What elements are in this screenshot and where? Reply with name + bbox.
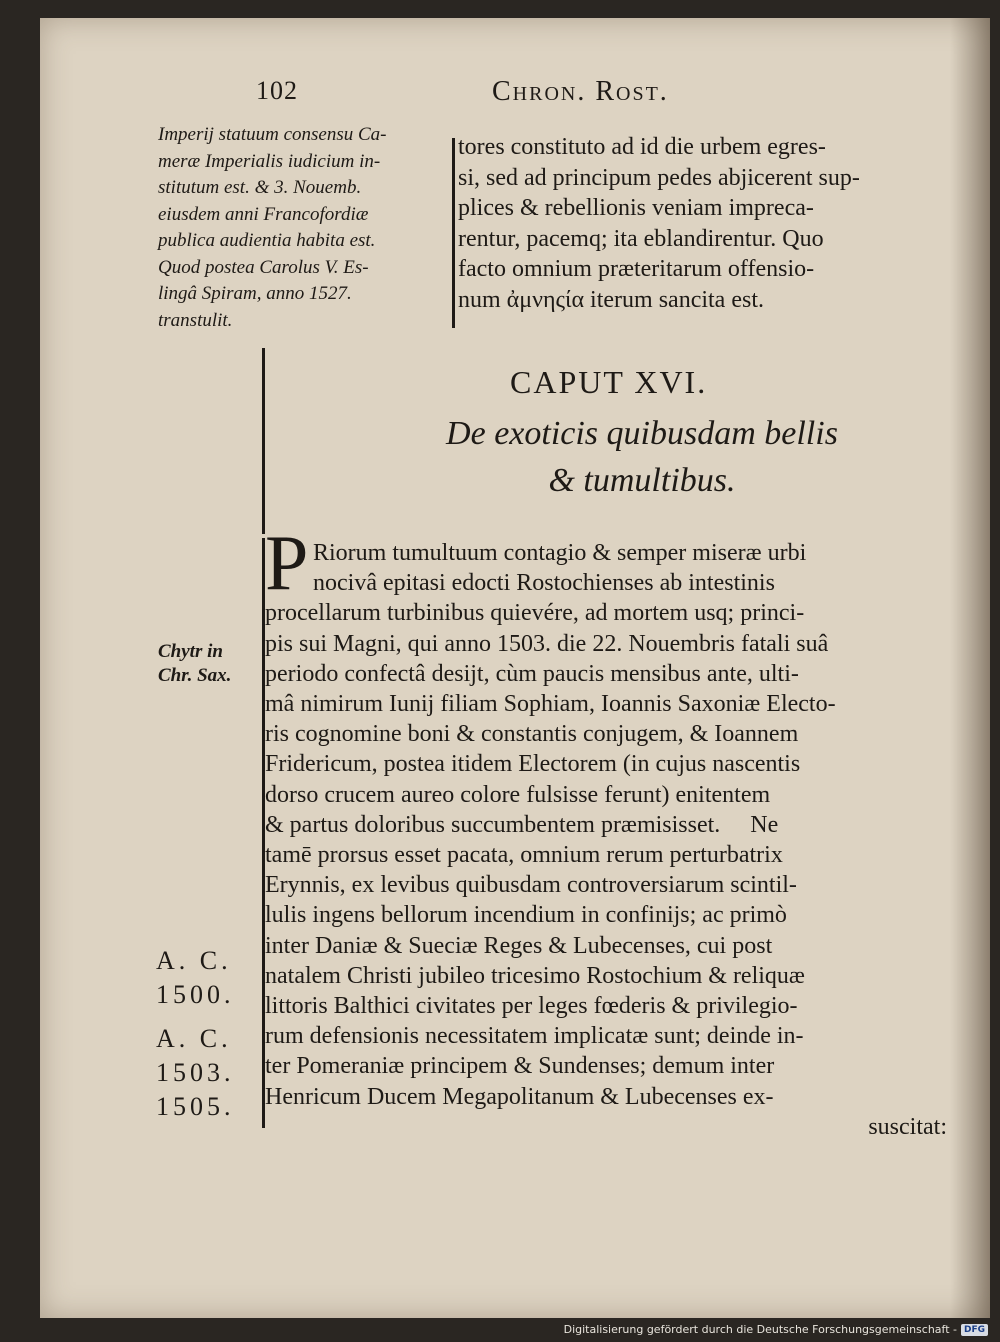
chapter-subtitle [382,410,902,504]
body-line: pis sui Magni, qui anno 1503. die 22. Nouembris fatali suâ [265,630,829,657]
page-header [40,76,990,116]
text-line: facto omnium præteritarum offensio- [458,256,815,282]
running-head: Chron. Rost. [492,76,669,107]
body-line: mâ nimirum Iunij filiam Sophiam, Ioannis Saxoniæ Electo- [265,691,836,718]
digitization-footer [564,1323,988,1336]
body-line: dorso crucem aureo colore fulsisse ferunt) enitentem [265,781,771,808]
body-text-block [265,538,955,1142]
margin-note-line: Quod postea Carolus V. Es- [158,256,369,278]
top-text-block [458,132,948,315]
page-spine-shadow [950,18,990,1318]
chapter-subtitle-line: De exoticis quibusdam bellis [446,415,838,452]
body-line: tamē prorsus esset pacata, omnium rerum perturbatrix [265,842,783,869]
top-marker-bar [452,138,455,328]
year-marker: A. C. [156,946,232,975]
citation-line: Chr. Sax. [158,665,232,686]
body-line: Erynnis, ex levibus quibusdam controversiarum scintil- [265,872,797,899]
citation-line: Chytr in [158,641,223,662]
body-line: procellarum turbinibus quievére, ad mortem usq; princi- [265,600,805,627]
footer-text: Digitalisierung gefördert durch die Deutsche Forschungsgemeinschaft - [563,1323,957,1336]
chapter-subtitle-line: & tumultibus. [548,462,736,499]
dfg-logo-icon: DFG [961,1324,988,1336]
body-line: nocivâ epitasi edocti Rostochienses ab intestinis [313,570,775,597]
body-line: ris cognomine boni & constantis conjugem, & Ioannem [265,721,799,748]
year-marker: 1500. [156,980,235,1009]
body-line: littoris Balthici civitates per leges fœderis & privilegio- [265,993,798,1020]
book-page [40,18,990,1318]
year-marker: 1503. [156,1058,235,1087]
body-line-last: suscitat: [868,1113,947,1140]
body-line: Riorum tumultuum contagio & semper miseræ urbi [313,540,807,566]
chapter-title: CAPUT XVI. [510,364,708,400]
chapter-marker-bar [262,348,265,534]
body-line: Henricum Ducem Megapolitanum & Lubecenses ex- [265,1083,774,1110]
margin-note-line: eiusdem anni Francofordiæ [158,203,369,225]
body-line: inter Daniæ & Sueciæ Reges & Lubecenses, cui post [265,932,773,959]
page-number: 102 [256,76,298,105]
margin-note-line: publica audientia habita est. [158,230,376,251]
margin-note [158,122,448,334]
margin-note-line: Imperij statuum consensu Ca- [158,124,387,145]
body-line: periodo confectâ desijt, cùm paucis mensibus ante, ulti- [265,660,799,687]
body-line: Fridericum, postea itidem Electorem (in cujus nascentis [265,751,801,778]
year-marker: 1505. [156,1092,235,1121]
margin-note-line: transtulit. [158,309,233,331]
margin-note-line: stitutum est. & 3. Nouemb. [158,177,362,198]
year-marker: A. C. [156,1024,232,1053]
body-line: lulis ingens bellorum incendium in confinijs; ac primò [265,902,787,929]
margin-note-line: meræ Imperialis iudicium in- [158,150,381,172]
body-line: natalem Christi jubileo tricesimo Rostochium & reliquæ [265,962,805,989]
text-line: num ἀμνηςία iterum sancita est. [458,286,764,313]
citation-note [158,640,231,688]
text-line: plices & rebellionis veniam impreca- [458,195,814,221]
text-line: si, sed ad principum pedes abjicerent sup- [458,164,860,191]
drop-cap: P [265,519,309,606]
body-line: & partus doloribus succumbentem præmisisset. Ne [265,811,779,838]
text-line: rentur, pacemq; ita eblandirentur. Quo [458,225,824,252]
body-line: rum defensionis necessitatem implicatæ sunt; deinde in- [265,1023,804,1050]
text-line: tores constituto ad id die urbem egres- [458,134,826,160]
body-line: ter Pomeraniæ principem & Sundenses; demum inter [265,1053,775,1080]
margin-note-line: lingâ Spiram, anno 1527. [158,283,352,304]
